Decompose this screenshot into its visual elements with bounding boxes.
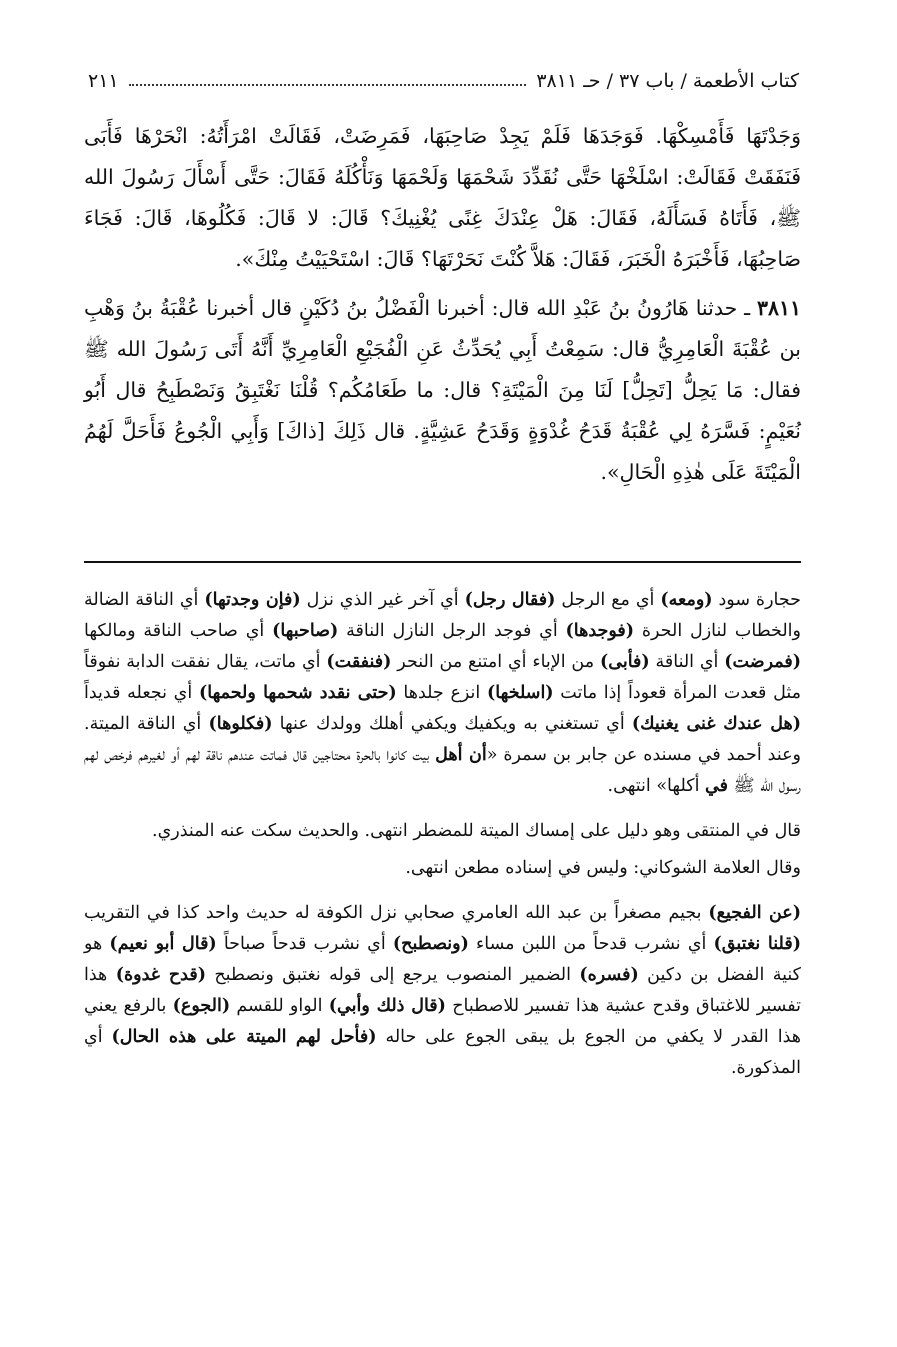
commentary-keyword: (عن الفجيع)	[708, 903, 801, 923]
commentary-text: انزع جلدها	[396, 683, 488, 703]
commentary-text: أي نجعله قديداً	[84, 683, 199, 703]
commentary-keyword: (فسره)	[579, 965, 639, 985]
commentary-text: أي صاحب الناقة ومالكها	[84, 621, 273, 641]
commentary-text: بجيم مصغراً بن عبد الله العامري صحابي نزل الكوفة له حديث واحد كذا في التقريب	[84, 903, 709, 923]
running-header	[88, 64, 799, 98]
commentary-text: أي نشرب قدحاً من اللبن مساء	[468, 934, 714, 954]
page-number: ٢١١	[88, 70, 119, 92]
commentary-text: بالرفع يعني هذا القدر لا يكفي من الجوع بل يبقى الجوع على حاله	[84, 996, 801, 1047]
commentary-paragraph-3: وقال العلامة الشوكاني: وليس في إسناده مطعن انتهى.	[405, 858, 801, 878]
commentary-text: حجارة سود	[712, 590, 801, 610]
commentary-keyword: (فكلوها)	[208, 714, 273, 734]
commentary-text: أي مع الرجل	[555, 590, 661, 610]
footnote-divider	[84, 561, 801, 563]
commentary-paragraph-1	[84, 585, 801, 802]
hadith-3811	[84, 288, 801, 493]
commentary-text: أي الناقة الضالة والخطاب لنازل الحرة	[84, 590, 801, 641]
hadith-3811-text: ـ حدثنا هَارُونُ بنُ عَبْدِ الله قال: أخبرنا الْفَضْلُ بنُ دُكَيْنٍ قال أخبرنا عُقْبَةُ بنُ وَهْبِ بن عُقْبَةَ الْعَامِرِيُّ قال: سَمِعْتُ أَبِي يُحَدِّثُ عَنِ الْفُجَيْعِ الْعَامِرِيِّ أَنَّهُ أَتَى رَسُولَ الله ﷺ فقال: مَا يَحِلُّ [تَحِلُّ] لَنَا مِنَ الْمَيْتَةِ؟ قال: ما طَعَامُكُم؟ قُلْنَا نَغْتَبِقُ وَنَصْطَبِحُ قال أَبُو نُعَيْمٍ: فَسَّرَهُ لِي عُقْبَةُ قَدَحُ غُدْوَةٍ وَقَدَحُ عَشِيَّةٍ. قال ذَلِكَ [ذاكَ] وَأَبِي الْجُوعُ فَأَحَلَّ لَهُمُ الْمَيْتَةَ عَلَى هٰذِهِ الْحَالِ».	[84, 296, 801, 484]
hadith-continuation: وَجَدْتَهَا فَأَمْسِكْهَا. فَوَجَدَهَا فَلَمْ يَجِدْ صَاحِبَهَا، فَمَرِضَتْ، فَقَالَتْ امْرَأَتُهُ: انْحَرْهَا فَأَبَى فَنَفَقَتْ فَقَالَتْ: اسْلَخْهَا حَتَّى نُقَدِّدَ شَحْمَهَا وَلَحْمَهَا وَنَأْكُلَهُ فَقَالَ: حَتَّى أَسْأَلَ رَسُولَ الله ﷺ، فَأَتَاهُ فَسَأَلَهُ، فَقَالَ: هَلْ عِنْدَكَ غِنًى يُغْنِيكَ؟ قَالَ: لا قَالَ: فَكُلُوهَا، قَالَ: فَجَاءَ صَاحِبُهَا، فَأَخْبَرَهُ الْخَبَرَ، فَقَالَ: هَلاَّ كُنْتَ نَحَرْتَهَا؟ قَالَ: اسْتَحْيَيْتُ مِنْكَ».	[84, 124, 801, 271]
commentary-keyword: (فأبى)	[599, 652, 650, 672]
commentary-keyword: (فقال رجل)	[464, 590, 556, 610]
commentary	[84, 585, 801, 1084]
commentary-keyword: (ومعه)	[660, 590, 713, 610]
commentary-keyword: (قلنا نغتبق)	[713, 934, 801, 954]
commentary-text: أي فوجد الرجل النازل الناقة	[338, 621, 566, 641]
commentary-text: أي تستغني به ويكفيك ويكفي أهلك وولدك عنها	[272, 714, 632, 734]
commentary-keyword: (فنفقت)	[326, 652, 392, 672]
commentary-keyword: (قدح غدوة)	[115, 965, 206, 985]
commentary-keyword: (اسلخها)	[487, 683, 554, 703]
commentary-keyword: (قال ذلك وأبي)	[328, 996, 446, 1016]
commentary-text: هذا تفسير للاغتباق وقدح عشية هذا تفسير للاصطباح	[84, 965, 801, 1016]
commentary-text: هو كنية الفضل بن دكين	[84, 934, 802, 985]
header-title: كتاب الأطعمة / باب ٣٧ / حـ ٣٨١١	[536, 70, 799, 92]
commentary-keyword: أن أهل	[435, 745, 487, 765]
commentary-keyword: (فوجدها)	[565, 621, 635, 641]
commentary-text: الواو للقسم	[230, 996, 329, 1016]
commentary-text: أي المذكورة.	[84, 1027, 801, 1078]
commentary-text: من الإباء أي امتنع من النحر	[391, 652, 600, 672]
hadith-number: ٣٨١١	[756, 296, 801, 320]
commentary-keyword: (فمرضت)	[724, 652, 801, 672]
commentary-text: الضمير المنصوب يرجع إلى قوله نغتبق ونصطبح	[205, 965, 580, 985]
commentary-keyword: (صاحبها)	[272, 621, 339, 641]
commentary-text: أي نشرب قدحاً صباحاً	[216, 934, 393, 954]
commentary-keyword: (ونصطبح)	[392, 934, 469, 954]
commentary-text: أكلها» انتهى.	[607, 776, 705, 796]
commentary-text: أي ماتت، يقال نفقت الدابة نفوقاً مثل قعدت المرأة قعوداً إذا ماتت	[84, 652, 801, 703]
commentary-keyword: (فإن وجدتها)	[204, 590, 301, 610]
header-dot-leader	[129, 84, 527, 86]
hadith-text	[84, 116, 801, 493]
commentary-text: أي الناقة الميتة. وعند أحمد في مسنده عن جابر بن سمرة «	[84, 714, 801, 765]
commentary-keyword: (هل عندك غنى يغنيك)	[631, 714, 802, 734]
commentary-text: أي آخر غير الذي نزل	[300, 590, 465, 610]
commentary-keyword: (فأحل لهم الميتة على هذه الحال)	[111, 1027, 377, 1047]
commentary-keyword: في	[705, 776, 728, 796]
commentary-paragraph-4	[84, 898, 801, 1084]
commentary-keyword: (حتى نقدد شحمها ولحمها)	[198, 683, 397, 703]
commentary-text: بيت كانوا بالحرة محتاجين قال فماتت عندهم ناقة لهم أو لغيرهم فرخص لهم رسول الله ﷺ	[84, 745, 801, 796]
commentary-paragraph-2: قال في المنتقى وهو دليل على إمساك الميتة للمضطر انتهى. والحديث سكت عنه المنذري.	[152, 821, 801, 841]
commentary-keyword: (قال أبو نعيم)	[109, 934, 217, 954]
commentary-text: أي الناقة	[649, 652, 725, 672]
commentary-keyword: (الجوع)	[172, 996, 231, 1016]
